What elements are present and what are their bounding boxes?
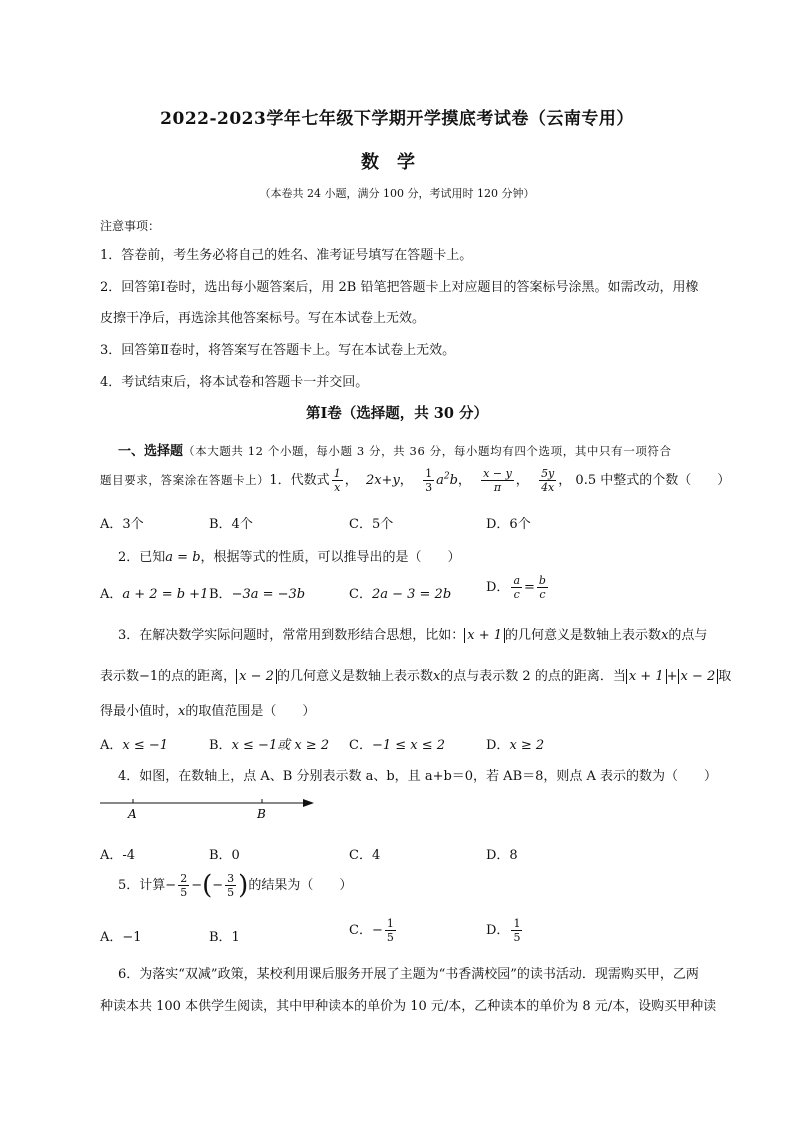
- q5-frac-1: $\frac{2}{5}$: [180, 872, 188, 899]
- question-2-stem: [118, 546, 461, 565]
- q2-option-b[interactable]: [209, 583, 305, 602]
- q3-abs-x-plus-1: x + 1: [464, 628, 505, 643]
- q5-option-b[interactable]: B．1: [209, 930, 240, 945]
- q3-option-a-expr: x ≤ −1: [122, 738, 169, 753]
- section-heading: 第Ⅰ卷（选择题，共 30 分）: [305, 405, 489, 422]
- q2-given: a = b: [165, 550, 201, 565]
- q5-option-d-label: D．: [486, 923, 510, 938]
- q3-option-c-expr: −1 ≤ x ≤ 2: [371, 738, 446, 753]
- q3-line3b: 的取值范围是（ ）: [185, 704, 316, 719]
- question-4-stem: 4．如图，在数轴上，点 A、B 分别表示数 a、b，且 a+b＝0，若 AB＝8，则点 A 表示的数为（ ）: [118, 769, 718, 784]
- q2-stem-a: 2．已知: [118, 550, 166, 565]
- q3-option-a[interactable]: [100, 734, 168, 753]
- q2-option-d[interactable]: D． $\frac{a}{c}$ = $\frac{b}{c}$: [486, 574, 546, 601]
- q3-var-x-3: x: [178, 704, 186, 719]
- note-3: 3．回答第Ⅱ卷时，将答案写在答题卡上。写在本试卷上无效。: [100, 343, 456, 358]
- q2-option-d-frac-b: $\frac{b}{c}$: [538, 574, 546, 601]
- q3-abs-sum-2: x − 2: [678, 669, 719, 684]
- question-3-line1: [118, 624, 707, 643]
- q2-stem-b: ，根据等式的性质，可以推导出的是（ ）: [200, 550, 461, 565]
- q1-expr-1: $\frac{1}{x}$: [333, 467, 341, 494]
- notes-heading: 注意事项：: [100, 219, 161, 233]
- q3-option-b-expr: x ≤ −1或 x ≥ 2: [231, 738, 330, 753]
- q5-option-c-label: C．: [349, 923, 372, 938]
- q2-option-a-label: A．: [100, 587, 123, 602]
- q2-option-b-label: B．: [209, 587, 232, 602]
- q5-stem-a: 5．计算: [118, 878, 166, 893]
- section-intro-text: （本大题共 12 个小题，每小题 3 分，共 36 分，每小题均有四个选项，其中只有一项符合: [183, 444, 672, 458]
- note-2b: 皮擦干净后，再选涂其他答案标号。写在本试卷上无效。: [100, 311, 426, 326]
- note-2a: 2．回答第Ⅰ卷时，选出每小题答案后，用 2B 铅笔把答题卡上对应题目的答案标号涂黑。如需改动，用橡: [100, 280, 699, 295]
- q2-option-c-expr: 2a − 3 = 2b: [371, 587, 452, 602]
- q1-option-a[interactable]: A．3个: [100, 517, 144, 532]
- number-line-arrow: [303, 799, 314, 807]
- q2-option-a[interactable]: [100, 583, 208, 602]
- q2-option-c-label: C．: [349, 587, 372, 602]
- q3-line1a: 3．在解决数学实际问题时，常常用到数形结合思想，比如：: [118, 628, 465, 643]
- q3-option-b-label: B．: [209, 738, 232, 753]
- q3-var-x-2: x: [432, 669, 441, 684]
- section-intro-text-2: 题目要求，答案涂在答题卡上）: [100, 473, 270, 487]
- q1-expr-5: $\frac{5y}{4x}$: [541, 467, 555, 494]
- number-line: [96, 792, 326, 824]
- q1-expr-3: $a^2b$: [436, 471, 458, 488]
- q4-option-b[interactable]: B．0: [209, 848, 240, 863]
- q2-option-b-expr: −3a = −3b: [231, 587, 306, 602]
- q5-option-a[interactable]: A．−1: [100, 930, 142, 945]
- q5-frac-2: $\frac{3}{5}$: [227, 872, 235, 899]
- subject-title: 数学: [361, 152, 433, 173]
- q3-option-a-label: A．: [100, 738, 123, 753]
- q2-option-d-frac-a: $\frac{a}{c}$: [513, 574, 520, 601]
- q3-option-b[interactable]: [209, 734, 329, 753]
- q3-line1b: 的几何意义是数轴上表示数: [505, 628, 662, 643]
- q3-var-x: x: [661, 628, 669, 643]
- question-3-line3: [100, 700, 315, 719]
- note-4: 4．考试结束后，将本试卷和答题卡一并交回。: [100, 375, 369, 390]
- q3-option-c-label: C．: [349, 738, 372, 753]
- q3-line1c: 的点与: [668, 628, 708, 643]
- q2-option-c[interactable]: [349, 583, 451, 602]
- q5-option-c[interactable]: C．− $\frac{1}{5}$: [349, 917, 394, 944]
- q3-line2a: 表示数−1的点的距离，: [100, 669, 237, 684]
- q1-expr-4: $\frac{x - y}{\pi}$: [483, 467, 512, 494]
- note-1: 1．答卷前，考生务必将自己的姓名、准考证号填写在答题卡上。: [100, 248, 473, 263]
- q5-paren-open: (: [202, 870, 213, 901]
- q3-line2d: 取: [718, 669, 732, 684]
- q4-option-d[interactable]: D．8: [486, 848, 518, 863]
- q1-option-c[interactable]: C．5个: [349, 517, 394, 532]
- q5-option-c-frac: $\frac{1}{5}$: [386, 917, 394, 944]
- q3-option-d[interactable]: [486, 734, 544, 753]
- question-6-line1: 6．为落实“双减”政策，某校利用课后服务开展了主题为“书香满校园”的读书活动．现需购买甲，乙两: [118, 967, 699, 982]
- exam-title: 2022-2023学年七年级下学期开学摸底考试卷（云南专用）: [160, 109, 634, 129]
- q1-option-d[interactable]: D．6个: [486, 517, 531, 532]
- q3-option-d-label: D．: [486, 738, 510, 753]
- section-intro-line1: [118, 440, 672, 459]
- q3-line2b: 的几何意义是数轴上表示数: [276, 669, 433, 684]
- q4-option-a[interactable]: A．-4: [100, 848, 136, 863]
- q1-stem-start: 1．代数式: [269, 473, 330, 488]
- q3-option-d-expr: x ≥ 2: [509, 738, 545, 753]
- q5-paren-close: ): [238, 870, 249, 901]
- section-intro-label: 一、选择题: [118, 444, 184, 459]
- q3-line3a: 得最小值时，: [100, 704, 179, 719]
- q3-option-c[interactable]: [349, 734, 445, 753]
- question-1-stem: 题目要求，答案涂在答题卡上）1．代数式 $\frac{1}{x}$ ， 2x+y， $\frac{1}{3}$ $a^2b$， $\frac{x - y}{\pi}$ ， $\frac{5y}{4x}$ ， 0.5 中整式的个数（ ）: [100, 467, 731, 494]
- q5-stem-b: 的结果为（ ）: [248, 878, 353, 893]
- q4-option-c[interactable]: C．4: [349, 848, 381, 863]
- q5-option-d-frac: $\frac{1}{5}$: [513, 917, 521, 944]
- question-3-line2: 表示数−1的点的距离， x − 2 的几何意义是数轴上表示数x的点与表示数 2 的点的距离．当 x + 1 + x − 2 取: [100, 669, 732, 684]
- exam-scope: （本卷共 24 小题，满分 100 分，考试用时 120 分钟）: [259, 187, 535, 200]
- q1-option-b[interactable]: B．4个: [209, 517, 253, 532]
- q2-option-d-label: D．: [486, 580, 510, 595]
- question-5-stem: 5．计算− $\frac{2}{5}$ −(− $\frac{3}{5}$ )的结果为（ ）: [118, 870, 353, 901]
- q3-abs-sum-1: x + 1: [626, 669, 667, 684]
- q1-expr-3-coef: $\frac{1}{3}$: [425, 467, 433, 494]
- q3-abs-x-minus-2: x − 2: [236, 669, 277, 684]
- q1-expr-2: 2x+y: [365, 473, 400, 488]
- q1-stem-end: 0.5 中整式的个数（ ）: [575, 473, 731, 488]
- label-b: B: [257, 807, 266, 821]
- question-6-line2: 种读本共 100 本供学生阅读，其中甲种读本的单价为 10 元/本，乙种读本的单价为 8 元/本，设购买甲种读: [100, 999, 717, 1014]
- label-a: A: [128, 807, 137, 821]
- q5-option-d[interactable]: [486, 917, 524, 944]
- q3-line2c: 的点与表示数 2 的点的距离．当: [440, 669, 626, 684]
- q2-option-a-expr: a + 2 = b +1: [122, 587, 209, 602]
